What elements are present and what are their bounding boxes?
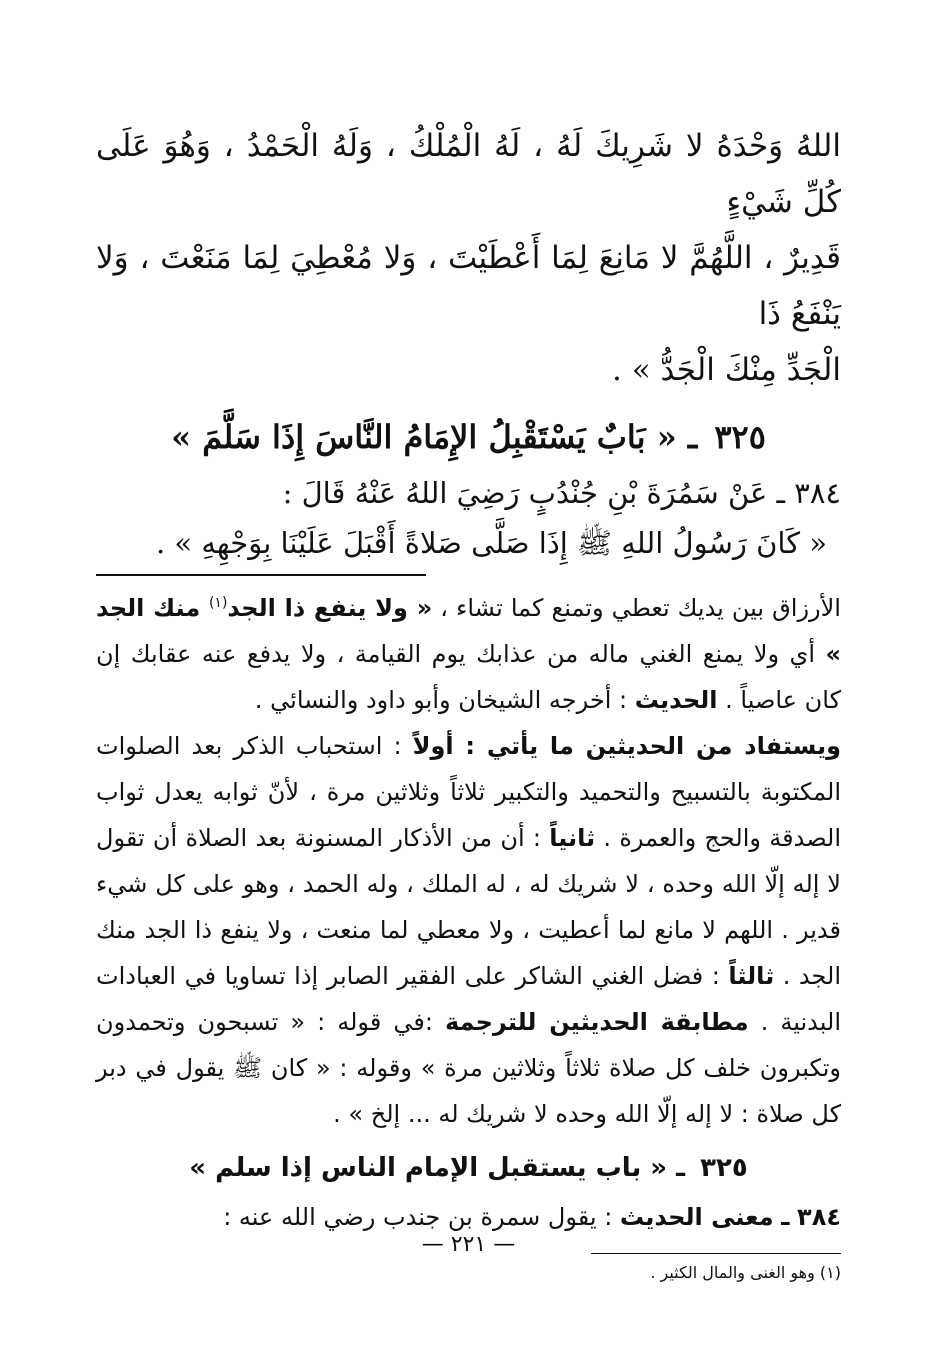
hadith-quote: « كَانَ رَسُولُ اللهِ ﷺ إِذَا صَلَّى صَلاةً أَقْبَلَ عَلَيْنَا بِوَجْهِهِ » .	[155, 526, 827, 560]
commentary-text: : فضل الغني الشاكر على الفقير الصابر إذا تساويا في العبادات البدنية .	[96, 962, 841, 1036]
commentary-bold: ثالثاً	[728, 962, 775, 990]
meaning-text: : يقول سمرة بن جندب رضي الله عنه :	[223, 1203, 620, 1231]
chapter-dash: ـ	[676, 1153, 686, 1183]
commentary-text: : أن من الأذكار المسنونة بعد الصلاة أن تقول لا إله إلّا الله وحده ، لا شريك له ، له الملك ، وله الحمد ، وهو على كل شيء قدير . اللهم لا مانع لما أعطيت ، ولا معطي لما منعت ، ولا ينفع ذا الجد منك الجد .	[96, 824, 841, 990]
chapter-number: ٣٢٥	[700, 1153, 748, 1183]
commentary	[96, 580, 841, 1137]
commentary-paragraph	[96, 723, 841, 1137]
commentary-bold: مطابقة الحديثين للترجمة	[444, 1008, 749, 1036]
text-line: قَدِيرٌ ، اللَّهُمَّ لا مَانِعَ لِمَا أَعْطَيْتَ ، وَلا مُعْطِيَ لِمَا مَنَعْتَ ، وَلا يَنْفَعُ ذَا	[96, 240, 841, 332]
separator-rule	[96, 574, 426, 576]
commentary-bold: منك الجد »	[96, 594, 841, 668]
commentary-bold: الحديث	[634, 686, 718, 714]
hadith-text-continuation	[96, 118, 841, 398]
commentary-text: : أخرجه الشيخان وأبو داود والنسائي .	[254, 686, 635, 714]
commentary-text: الأرزاق بين يديك تعطي وتمنع كما تشاء ،	[432, 594, 841, 622]
chapter-dash: ـ	[687, 418, 698, 456]
commentary-text: : استحباب الذكر بعد الصلوات المكتوبة بالتسبيح والتحميد والتكبير ثلاثاً وثلاثين مرة ، لأنّ ثوابه يعدل ثواب الصدقة والحج والعمرة .	[96, 732, 841, 852]
commentary-paragraph	[96, 580, 841, 723]
commentary-text: أي ولا يمنع الغني ماله من عذابك يوم القيامة ، ولا يدفع عنه عقابك إن كان عاصياً .	[96, 640, 841, 714]
commentary-bold: ويستفاد من الحديثين ما يأتي : أولاً	[412, 732, 842, 760]
chapter-heading	[96, 406, 841, 468]
chapter-number: ٣٢٥	[714, 418, 766, 456]
meaning-label: معنى الحديث	[619, 1203, 774, 1231]
commentary-bold: ثانياً	[549, 824, 596, 852]
text-line: الْجَدِّ مِنْكَ الْجَدُّ » .	[611, 352, 841, 388]
commentary-bold: « ولا ينفع ذا الجد	[227, 594, 433, 622]
chapter-heading-commentary	[96, 1141, 841, 1195]
hadith-intro: ٣٨٤ ـ عَنْ سَمُرَةَ بْنِ جُنْدُبٍ رَضِيَ اللهُ عَنْهُ قَالَ :	[282, 476, 841, 510]
footnote-ref: (١)	[208, 595, 228, 611]
chapter-title: « بَابٌ يَسْتَقْبِلُ الإِمَامُ النَّاسَ إِذَا سَلَّمَ »	[171, 418, 677, 456]
meaning-dash: ـ	[781, 1203, 790, 1231]
text-line: اللهُ وَحْدَهُ لا شَرِيكَ لَهُ ، لَهُ الْمُلْكُ ، وَلَهُ الْحَمْدُ ، وَهُوَ عَلَى كُلِّ شَيْءٍ	[96, 128, 841, 220]
commentary-text: :في قوله : « تسبحون وتحمدون وتكبرون خلف كل صلاة ثلاثاً وثلاثين مرة » وقوله : « كان ﷺ يقول في دبر كل صلاة : لا إله إلّا الله وحده لا شريك له ... إلخ » .	[96, 1008, 841, 1128]
page-number: — ٢٢١ —	[421, 1232, 516, 1257]
meaning-number: ٣٨٤	[797, 1203, 841, 1231]
chapter-title: « باب يستقبل الإمام الناس إذا سلم »	[189, 1153, 668, 1183]
footnote: (١) وهو الغنى والمال الكثير .	[650, 1263, 841, 1282]
